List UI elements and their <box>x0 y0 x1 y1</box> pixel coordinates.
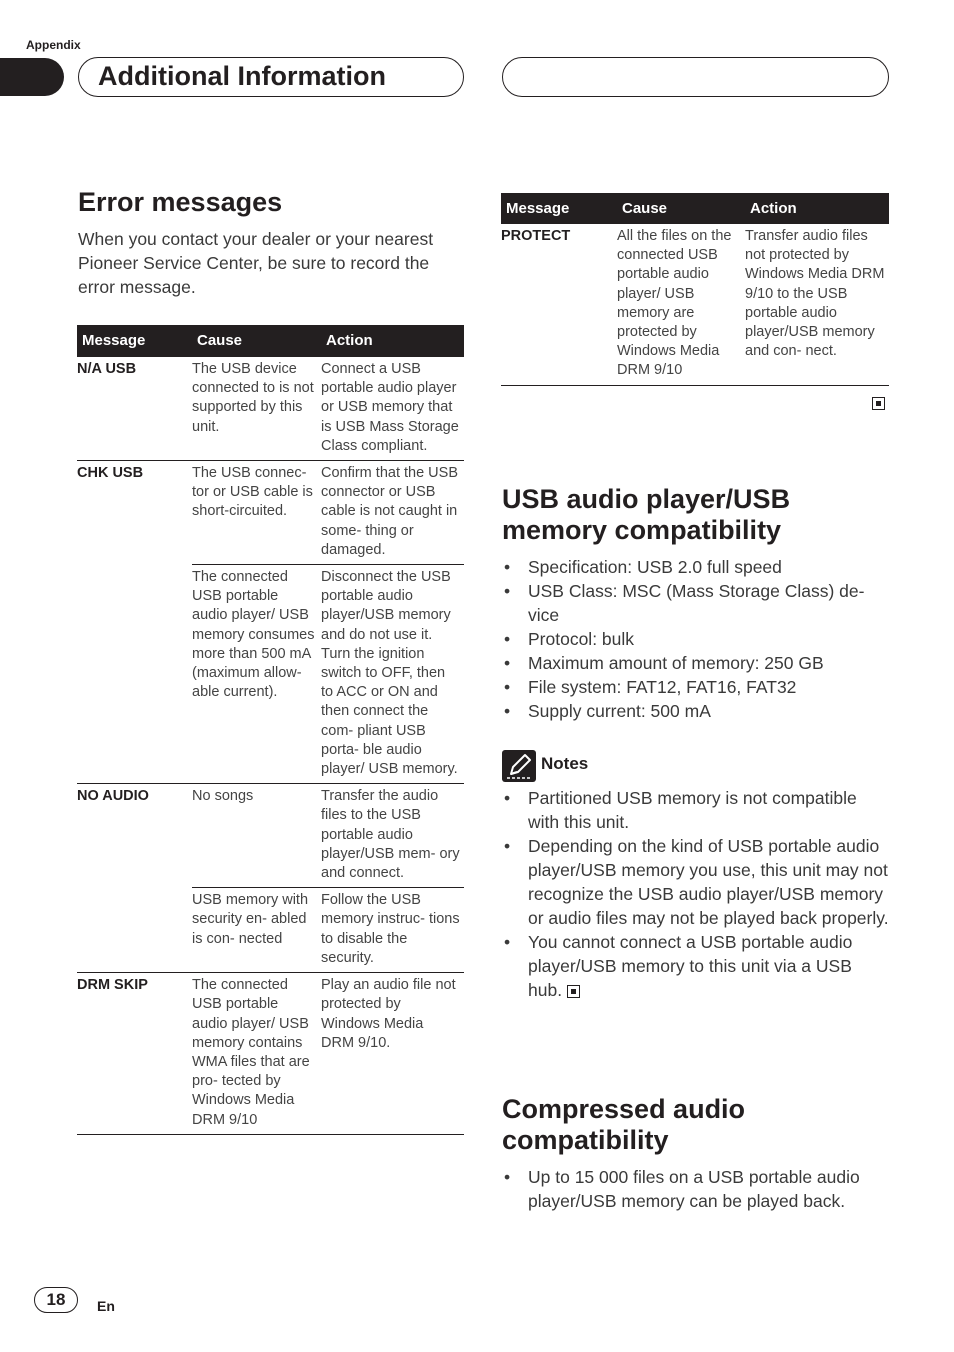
column-header-cause: Cause <box>192 325 321 357</box>
table-row <box>77 784 464 888</box>
note-text: You cannot connect a USB portable audio player/USB memory to this unit via a USB hub. <box>528 932 853 1000</box>
cause-cell: The USB device connected to is not supported by this unit. <box>192 357 321 461</box>
cause-cell: The connected USB portable audio player/ USB memory consumes more than 500 mA (maximum allow- able current). <box>192 565 321 784</box>
table-header-row <box>501 193 889 224</box>
notes-label: Notes <box>541 754 589 773</box>
action-cell: Confirm that the USB connector or USB cable is not caught in some- thing or damaged. <box>321 461 464 565</box>
action-cell: Connect a USB portable audio player or USB memory that is USB Mass Storage Class compliant. <box>321 357 464 461</box>
section-label: Appendix <box>26 38 81 52</box>
message-cell: N/A USB <box>77 357 192 461</box>
table-row <box>77 461 464 565</box>
end-of-section-icon <box>567 985 580 998</box>
action-cell: Play an audio file not protected by Windows Media DRM 9/10. <box>321 973 464 1135</box>
page-number: 18 <box>34 1287 78 1313</box>
spec-list <box>502 555 889 723</box>
list-item: • File system: FAT12, FAT16, FAT32 <box>502 675 889 699</box>
list-item: • Specification: USB 2.0 full speed <box>502 555 889 579</box>
list-item: • Protocol: bulk <box>502 627 889 651</box>
column-header-action: Action <box>321 325 464 357</box>
column-header-cause: Cause <box>617 193 745 224</box>
table-row <box>77 357 464 461</box>
column-header-action: Action <box>745 193 889 224</box>
message-cell: DRM SKIP <box>77 973 192 1135</box>
header-tab-block <box>0 58 64 96</box>
compressed-audio-title: Compressed audio compatibility <box>502 1094 746 1155</box>
action-cell: Transfer audio files not protected by Windows Media DRM 9/10 to the USB portable audio player/USB memory and con- nect. <box>745 224 889 385</box>
action-cell: Disconnect the USB portable audio player/USB memory and do not use it. Turn the ignition switch to OFF, then to ACC or ON and then connect the com- pliant USB porta- ble audio player/ USB memory. <box>321 565 464 784</box>
compressed-list <box>502 1165 889 1213</box>
error-table <box>77 325 464 1135</box>
cause-cell: All the files on the connected USB portable audio player/ USB memory are protected by Windows Media DRM 9/10 <box>617 224 745 385</box>
list-item: • USB Class: MSC (Mass Storage Class) de- vice <box>502 579 889 627</box>
header-empty-frame <box>502 57 889 97</box>
message-cell: PROTECT <box>501 224 617 385</box>
error-table-continued <box>501 193 889 386</box>
action-cell: Transfer the audio files to the USB portable audio player/USB mem- ory and connect. <box>321 784 464 888</box>
column-header-message: Message <box>77 325 192 357</box>
action-cell: Follow the USB memory instruc- tions to disable the security. <box>321 888 464 973</box>
cause-cell: USB memory with security en- abled is con- nected <box>192 888 321 973</box>
header-title: Additional Information <box>98 61 386 91</box>
column-header-message: Message <box>501 193 617 224</box>
list-item: • Up to 15 000 files on a USB portable audio player/USB memory can be played back. <box>502 1165 889 1213</box>
list-item: • Partitioned USB memory is not compatible with this unit. <box>502 786 889 834</box>
list-item: • Maximum amount of memory: 250 GB <box>502 651 889 675</box>
table-row <box>501 224 889 385</box>
error-messages-intro: When you contact your dealer or your nearest Pioneer Service Center, be sure to record the error message. <box>78 229 434 297</box>
message-cell: CHK USB <box>77 461 192 784</box>
usb-compatibility-title: USB audio player/USB memory compatibility <box>502 484 791 545</box>
pencil-icon <box>502 750 536 782</box>
language-code: En <box>97 1298 115 1314</box>
cause-cell: No songs <box>192 784 321 888</box>
list-item: • Supply current: 500 mA <box>502 699 889 723</box>
cause-cell: The USB connec- tor or USB cable is short-circuited. <box>192 461 321 565</box>
error-messages-title: Error messages <box>78 187 283 217</box>
end-of-section-icon <box>872 397 885 410</box>
cause-cell: The connected USB portable audio player/ USB memory contains WMA files that are pro- tected by Windows Media DRM 9/10 <box>192 973 321 1135</box>
notes-list <box>502 786 889 1002</box>
table-row <box>77 973 464 1135</box>
list-item <box>502 930 889 1002</box>
message-cell: NO AUDIO <box>77 784 192 973</box>
list-item: • Depending on the kind of USB portable audio player/USB memory you use, this unit may not recognize the USB audio player/USB memory or audio files may not be played back properly. <box>502 834 889 930</box>
table-header-row <box>77 325 464 357</box>
